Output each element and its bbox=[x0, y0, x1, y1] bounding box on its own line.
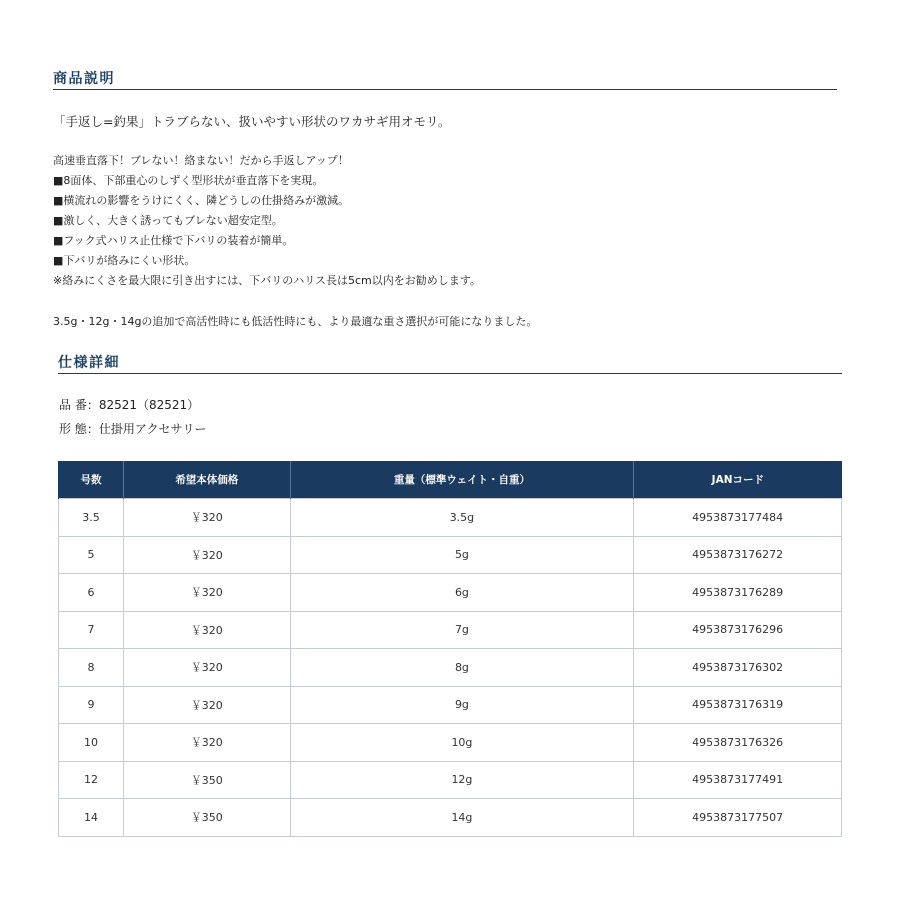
feature-line: ■下バリが絡みにくい形状。 bbox=[53, 254, 196, 267]
table-row bbox=[59, 574, 842, 612]
column-header-weight: 重量（標準ウェイト・自重） bbox=[290, 461, 633, 499]
table-row bbox=[59, 686, 842, 724]
cell-size: 9 bbox=[59, 686, 124, 724]
cell-weight: 9g bbox=[290, 686, 633, 724]
table-row bbox=[59, 499, 842, 537]
cell-jan: 4953873176296 bbox=[634, 611, 842, 649]
product-code: 品 番：82521（82521） bbox=[59, 398, 200, 412]
spec-details-heading bbox=[58, 352, 842, 374]
table-row bbox=[59, 761, 842, 799]
cell-price: ￥350 bbox=[123, 799, 290, 837]
cell-price: ￥320 bbox=[123, 574, 290, 612]
cell-size: 10 bbox=[59, 724, 124, 762]
table-row bbox=[59, 799, 842, 837]
column-header-jan: JANコード bbox=[634, 461, 842, 499]
product-description-heading bbox=[53, 68, 837, 90]
column-header-size: 号数 bbox=[59, 461, 124, 499]
feature-line: ■フック式ハリス止仕様で下バリの装着が簡単。 bbox=[53, 234, 294, 247]
feature-line: 高速垂直落下！ブレない！絡まない！だから手返しアップ！ bbox=[53, 154, 349, 167]
extra-note: 3.5g・12g・14gの追加で高活性時にも低活性時にも、より最適な重さ選択が可能になりました。 bbox=[53, 315, 538, 328]
cell-jan: 4953873176289 bbox=[634, 574, 842, 612]
cell-weight: 7g bbox=[290, 611, 633, 649]
spec-details-heading-text: 仕様詳細 bbox=[58, 355, 120, 371]
column-header-price: 希望本体価格 bbox=[123, 461, 290, 499]
cell-weight: 8g bbox=[290, 649, 633, 687]
cell-size: 5 bbox=[59, 536, 124, 574]
cell-price: ￥320 bbox=[123, 649, 290, 687]
table-header-row bbox=[59, 461, 842, 499]
feature-line: ■横流れの影響をうけにくく、隣どうしの仕掛絡みが激減。 bbox=[53, 194, 350, 207]
feature-line: ※絡みにくさを最大限に引き出すには、下バリのハリス長は5cm以内をお勧めします。 bbox=[53, 274, 481, 287]
cell-price: ￥320 bbox=[123, 611, 290, 649]
spec-table bbox=[58, 461, 842, 837]
table-body bbox=[59, 499, 842, 837]
feature-line: ■8面体、下部重心のしずく型形状が垂直落下を実現。 bbox=[53, 174, 324, 187]
cell-weight: 14g bbox=[290, 799, 633, 837]
table-row bbox=[59, 649, 842, 687]
cell-size: 12 bbox=[59, 761, 124, 799]
table-row bbox=[59, 611, 842, 649]
cell-weight: 3.5g bbox=[290, 499, 633, 537]
cell-size: 14 bbox=[59, 799, 124, 837]
feature-line: ■激しく、大きく誘ってもブレない超安定型。 bbox=[53, 214, 283, 227]
cell-size: 8 bbox=[59, 649, 124, 687]
cell-jan: 4953873177484 bbox=[634, 499, 842, 537]
cell-price: ￥320 bbox=[123, 686, 290, 724]
cell-weight: 6g bbox=[290, 574, 633, 612]
cell-jan: 4953873177491 bbox=[634, 761, 842, 799]
cell-jan: 4953873176302 bbox=[634, 649, 842, 687]
table-row bbox=[59, 724, 842, 762]
cell-price: ￥350 bbox=[123, 761, 290, 799]
cell-jan: 4953873177507 bbox=[634, 799, 842, 837]
cell-jan: 4953873176272 bbox=[634, 536, 842, 574]
cell-jan: 4953873176319 bbox=[634, 686, 842, 724]
cell-price: ￥320 bbox=[123, 536, 290, 574]
feature-list bbox=[53, 151, 481, 291]
product-description-heading-text: 商品説明 bbox=[53, 71, 115, 87]
lead-text: 「手返し=釣果」トラブらない、扱いやすい形状のワカサギ用オモリ。 bbox=[53, 114, 451, 129]
cell-price: ￥320 bbox=[123, 499, 290, 537]
cell-weight: 5g bbox=[290, 536, 633, 574]
cell-price: ￥320 bbox=[123, 724, 290, 762]
cell-size: 7 bbox=[59, 611, 124, 649]
product-form: 形 態：仕掛用アクセサリー bbox=[59, 422, 207, 436]
cell-jan: 4953873176326 bbox=[634, 724, 842, 762]
cell-weight: 12g bbox=[290, 761, 633, 799]
cell-weight: 10g bbox=[290, 724, 633, 762]
cell-size: 6 bbox=[59, 574, 124, 612]
cell-size: 3.5 bbox=[59, 499, 124, 537]
table-row bbox=[59, 536, 842, 574]
